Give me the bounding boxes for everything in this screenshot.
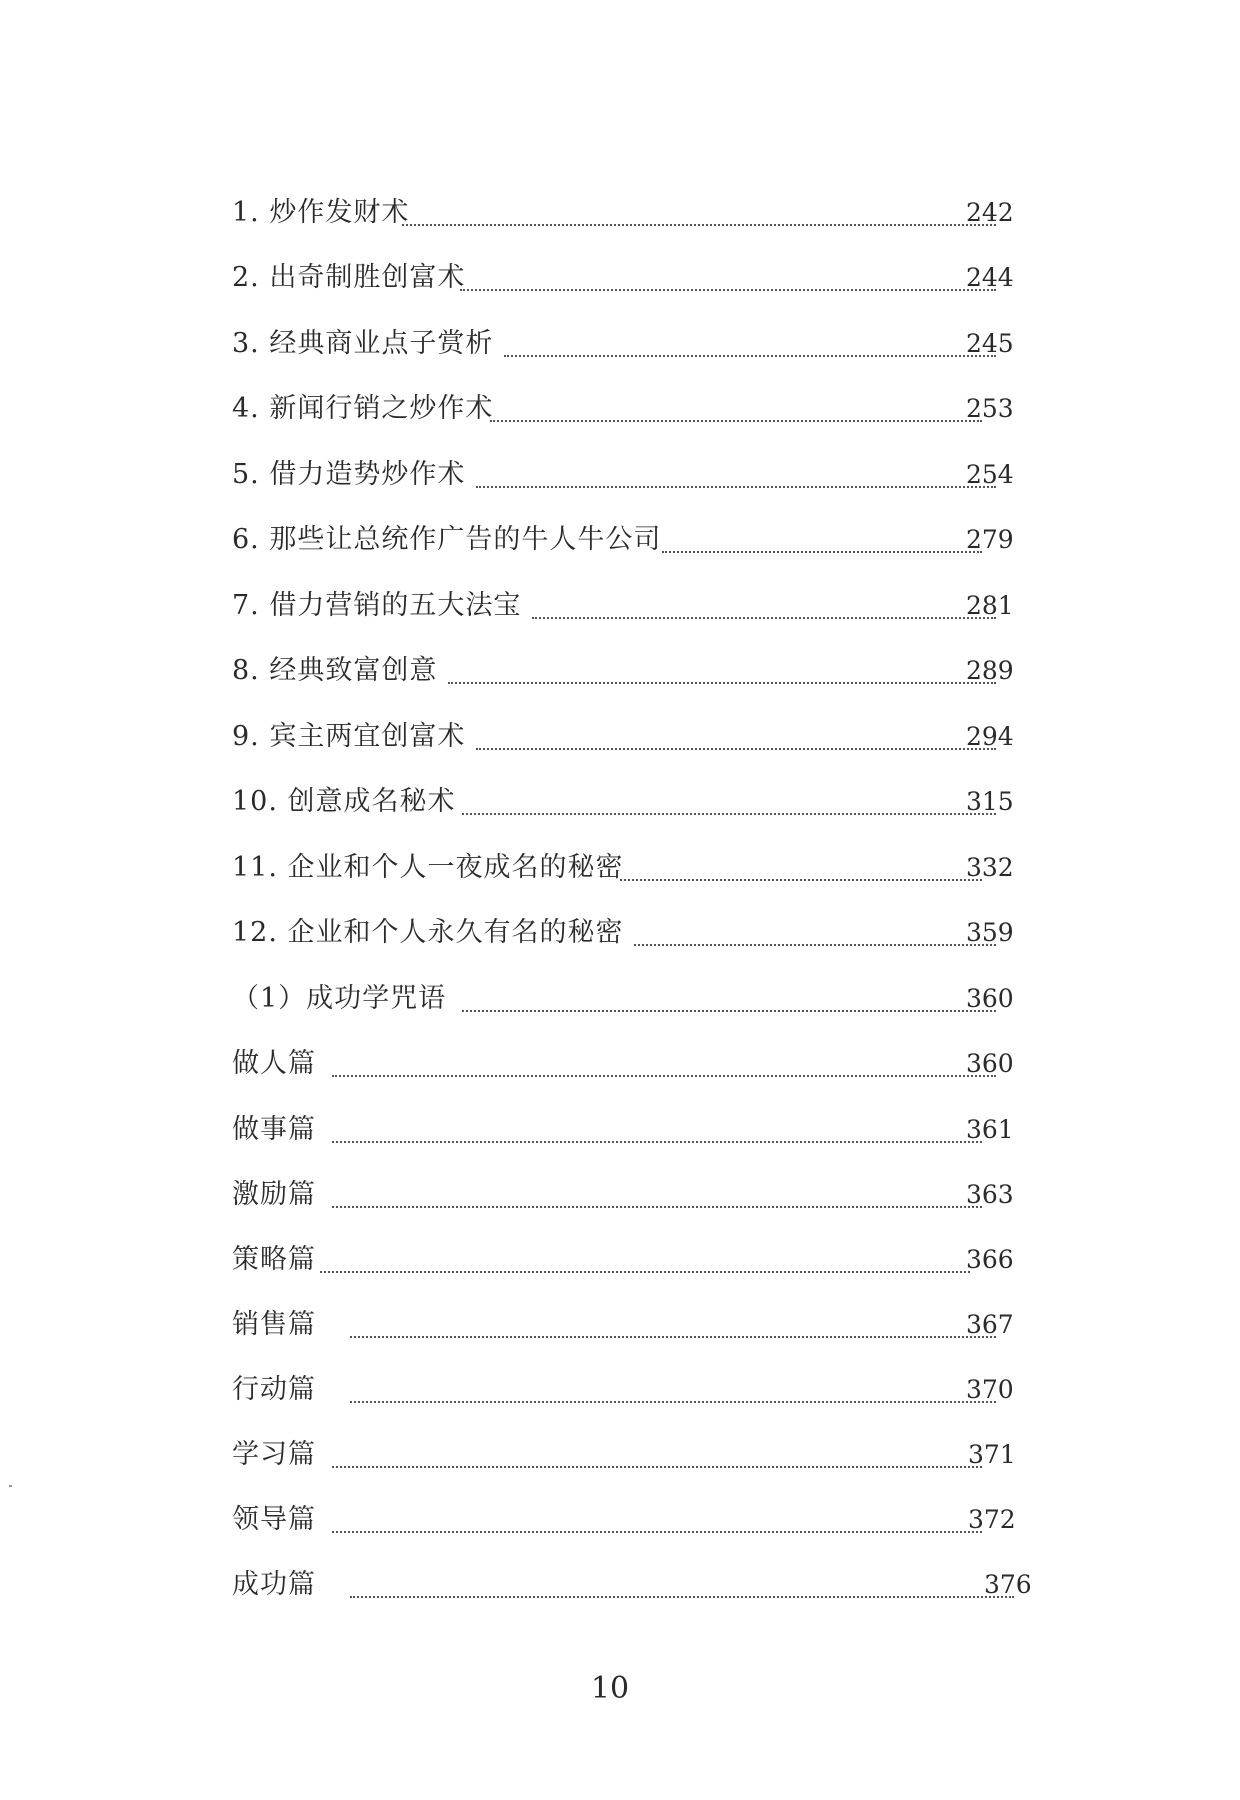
toc-entry-title: 销售篇 (232, 1309, 316, 1340)
toc-dot-leader (490, 420, 982, 422)
toc-entry[interactable] (232, 782, 1012, 822)
toc-entry[interactable] (232, 193, 1012, 233)
toc-dot-leader (634, 944, 996, 946)
toc-dot-leader (332, 1466, 982, 1468)
toc-entry[interactable] (232, 1240, 1012, 1280)
toc-entry[interactable] (232, 389, 1012, 429)
toc-dot-leader (462, 813, 996, 815)
toc-dot-leader (332, 1075, 996, 1077)
toc-dot-leader (350, 1336, 996, 1338)
toc-entry-page: 281 (966, 591, 1014, 620)
toc-entry-page: 332 (966, 853, 1014, 882)
toc-entry-page: 370 (966, 1375, 1014, 1404)
toc-entry[interactable] (232, 258, 1012, 298)
toc-entry-title: （1）成功学咒语 (232, 983, 447, 1014)
toc-entry-page: 376 (984, 1570, 1032, 1599)
toc-entry[interactable] (232, 1110, 1012, 1150)
toc-dot-leader (402, 224, 996, 226)
toc-entry-title: 10. 创意成名秘术 (232, 786, 456, 817)
toc-entry-page: 289 (966, 656, 1014, 685)
toc-entry[interactable] (232, 324, 1012, 364)
toc-entry-page: 294 (966, 722, 1014, 751)
toc-entry-title: 11. 企业和个人一夜成名的秘密 (232, 852, 624, 883)
toc-entry-page: 372 (968, 1505, 1016, 1534)
toc-entry-page: 359 (966, 918, 1014, 947)
toc-entry[interactable] (232, 913, 1012, 953)
toc-entry-page: 371 (968, 1440, 1016, 1469)
toc-entry-title: 学习篇 (232, 1439, 316, 1470)
toc-entry-page: 360 (966, 984, 1014, 1013)
toc-dot-leader (532, 617, 996, 619)
toc-entry-title: 行动篇 (232, 1374, 316, 1405)
toc-entry-title: 做事篇 (232, 1114, 316, 1145)
page-number: 10 (590, 1671, 630, 1706)
toc-entry-title: 做人篇 (232, 1048, 316, 1079)
toc-entry[interactable] (232, 1500, 1016, 1540)
toc-entry-title: 12. 企业和个人永久有名的秘密 (232, 917, 624, 948)
toc-entry-page: 245 (966, 329, 1014, 358)
toc-dot-leader (476, 748, 996, 750)
toc-entry-page: 279 (966, 525, 1014, 554)
toc-entry[interactable] (232, 1565, 1032, 1605)
toc-entry-page: 315 (966, 787, 1014, 816)
toc-entry-title: 激励篇 (232, 1179, 316, 1210)
toc-entry-title: 2. 出奇制胜创富术 (232, 262, 466, 293)
toc-entry[interactable] (232, 455, 1012, 495)
toc-entry-title: 8. 经典致富创意 (232, 655, 438, 686)
toc-entry[interactable] (232, 848, 1012, 888)
toc-entry-page: 254 (966, 460, 1014, 489)
toc-entry-page: 366 (966, 1245, 1014, 1274)
toc-entry[interactable] (232, 520, 1012, 560)
scan-speck (9, 1485, 12, 1487)
toc-dot-leader (460, 289, 996, 291)
toc-entry-page: 253 (966, 394, 1014, 423)
toc-dot-leader (350, 1596, 1014, 1598)
toc-entry-page: 363 (966, 1180, 1014, 1209)
toc-entry[interactable] (232, 1175, 1012, 1215)
toc-entry[interactable] (232, 1435, 1016, 1475)
toc-entry-page: 242 (966, 198, 1014, 227)
toc-entry[interactable] (232, 1370, 1012, 1410)
toc-entry[interactable] (232, 586, 1012, 626)
toc-entry[interactable] (232, 1044, 1012, 1084)
toc-dot-leader (620, 879, 982, 881)
toc-entry-title: 策略篇 (232, 1244, 316, 1275)
toc-dot-leader (320, 1271, 970, 1273)
toc-dot-leader (504, 355, 996, 357)
toc-entry-title: 7. 借力营销的五大法宝 (232, 590, 522, 621)
toc-entry-title: 9. 宾主两宜创富术 (232, 721, 466, 752)
toc-dot-leader (350, 1401, 996, 1403)
toc-entry-title: 6. 那些让总统作广告的牛人牛公司 (232, 524, 662, 555)
toc-entry-page: 360 (966, 1049, 1014, 1078)
toc-dot-leader (332, 1141, 982, 1143)
toc-entry-page: 367 (966, 1310, 1014, 1339)
toc-entry-title: 5. 借力造势炒作术 (232, 459, 466, 490)
toc-dot-leader (332, 1531, 982, 1533)
toc-entry-page: 244 (966, 263, 1014, 292)
toc-entry-title: 成功篇 (232, 1569, 316, 1600)
toc-entry[interactable] (232, 979, 1012, 1019)
toc-entry[interactable] (232, 651, 1012, 691)
toc-entry-title: 3. 经典商业点子赏析 (232, 328, 494, 359)
toc-entry-page: 361 (966, 1115, 1014, 1144)
toc-entry-title: 4. 新闻行销之炒作术 (232, 393, 494, 424)
toc-entry-title: 领导篇 (232, 1504, 316, 1535)
toc-dot-leader (332, 1206, 982, 1208)
toc-dot-leader (462, 1010, 996, 1012)
toc-entry-title: 1. 炒作发财术 (232, 197, 410, 228)
toc-dot-leader (448, 682, 996, 684)
toc-dot-leader (476, 486, 996, 488)
toc-entry[interactable] (232, 1305, 1012, 1345)
toc-dot-leader (662, 551, 982, 553)
toc-entry[interactable] (232, 717, 1012, 757)
